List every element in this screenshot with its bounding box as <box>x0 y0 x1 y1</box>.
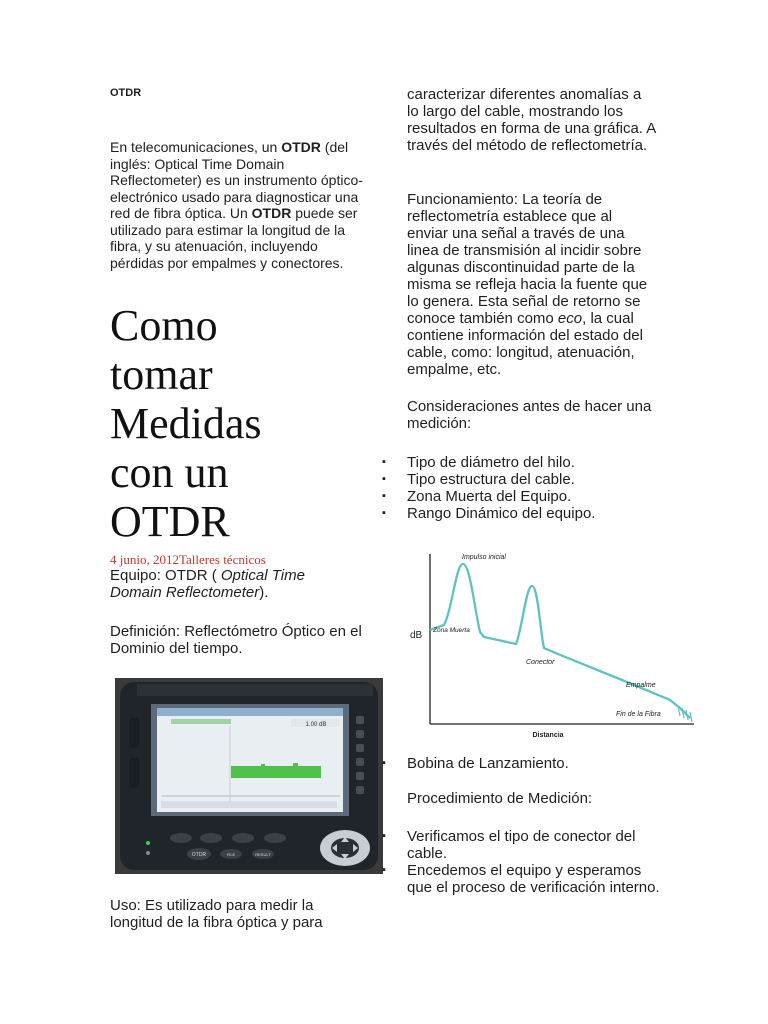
label-conector: Conector <box>526 659 555 666</box>
equipo-paragraph: Equipo: OTDR ( Optical Time Domain Reflectometer). <box>110 567 305 601</box>
y-axis-label: dB <box>410 630 423 641</box>
consideraciones-paragraph: Consideraciones antes de hacer una medición: <box>407 398 652 432</box>
label-fin-de-la-fibra: Fin de la Fibra <box>616 711 661 718</box>
device-button-label: OTDR <box>191 852 207 858</box>
definicion-paragraph: Definición: Reflectómetro Óptico en el Dominio del tiempo. <box>110 623 362 657</box>
post-category[interactable]: Talleres técnicos <box>178 552 266 567</box>
device-button-label: FILE <box>226 852 236 857</box>
list-item: ▪ Tipo estructura del cable. <box>407 471 667 488</box>
label-empalme: Empalme <box>626 682 656 689</box>
list-item: ▪ Tipo de diámetro del hilo. <box>407 454 667 471</box>
otdr-trace-line <box>430 564 690 718</box>
procedimiento-paragraph: Procedimiento de Medición: <box>407 790 593 807</box>
list-item: ▪ Zona Muerta del Equipo. <box>407 488 667 505</box>
continuation-paragraph: caracterizar diferentes anomalías a lo largo del cable, mostrando los resultados en forma de una gráfica. A través del método de reflectometría. <box>407 86 656 154</box>
post-meta <box>110 552 266 568</box>
funcionamiento-paragraph: Funcionamiento: La teoría de reflectometría establece que al enviar una señal a través de una linea de transmisión al incidir sobre algunas discontinuidad parte de la misma se refleja hacia la fuente que lo genera. Esta señal de retorno se conoce también como eco, la cual contiene información del estado del cable, como: longitud, atenuación, empalme, etc. <box>407 191 648 378</box>
label-impulso-inicial: Impulso inicial <box>462 554 506 561</box>
intro-paragraph: En telecomunicaciones, un OTDR (del inglés: Optical Time Domain Reflectometer) es un instrumento óptico-electrónico usado para diagnosticar una red de fibra óptica. Un OTDR puede ser utilizado para estimar la longitud de la fibra, y su atenuación, incluyendo pérdidas por empalmes y conectores. <box>110 139 363 271</box>
list-item: ▪ Bobina de Lanzamiento. <box>407 755 667 772</box>
label-zona-muerta: Zona Muerta <box>433 627 470 634</box>
list-item: ▪ Rango Dinámico del equipo. <box>407 505 667 522</box>
post-date[interactable]: 4 junio, 2012 <box>110 552 179 567</box>
list-item: ▪ Verificamos el tipo de conector del cable. <box>407 828 662 862</box>
x-axis-label: Distancia <box>532 732 564 739</box>
article-title: Como tomar Medidas con un OTDR <box>110 301 262 546</box>
otdr-device-photo <box>115 678 383 874</box>
bobina-list <box>407 755 667 772</box>
device-screen-readout: 1.00 dB <box>305 722 327 728</box>
section-heading: OTDR <box>110 87 142 99</box>
device-button-label: RESULT <box>255 852 271 857</box>
otdr-trace-diagram <box>408 540 698 740</box>
list-item: ▪ Encedemos el equipo y esperamos que el proceso de verificación interno. <box>407 862 662 896</box>
considerations-list <box>407 454 667 522</box>
uso-paragraph: Uso: Es utilizado para medir la longitud de la fibra óptica y para <box>110 897 323 931</box>
procedure-list <box>407 828 662 896</box>
